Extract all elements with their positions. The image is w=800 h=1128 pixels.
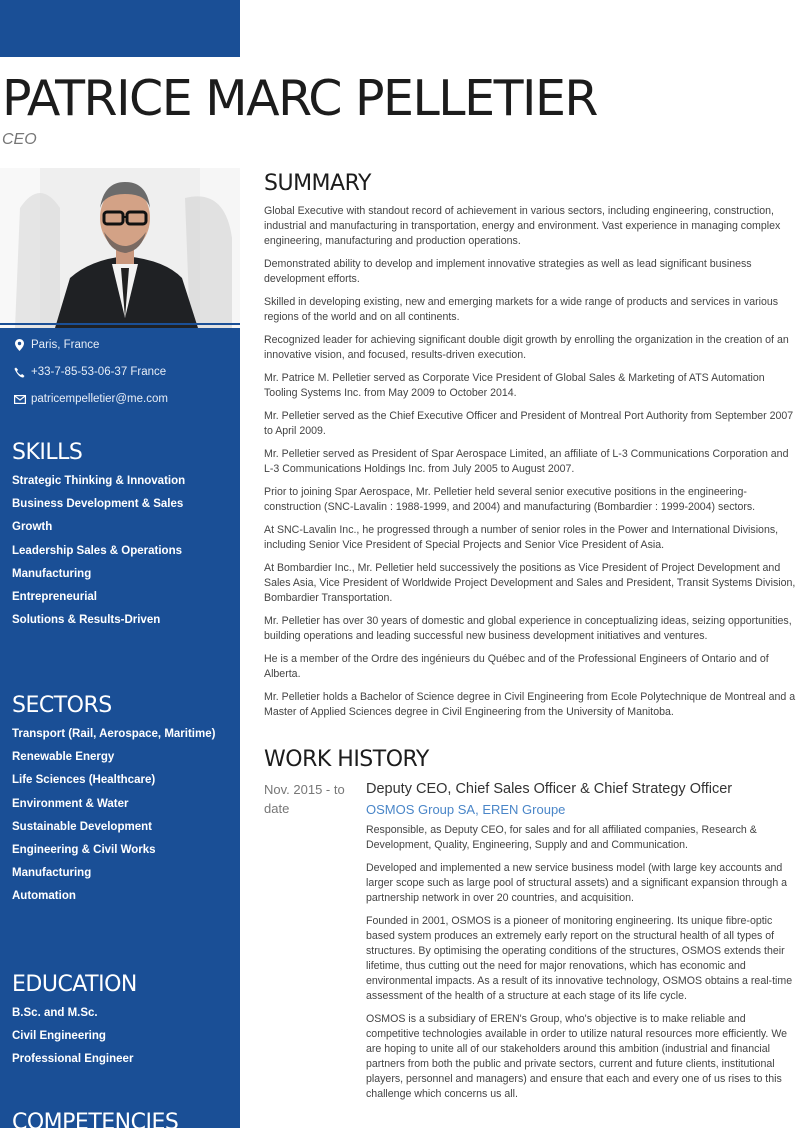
candidate-role: CEO (2, 131, 37, 148)
list-item: Environment & Water (12, 797, 129, 810)
summary-heading: SUMMARY (264, 171, 371, 196)
candidate-name: PATRICE MARC PELLETIER (2, 70, 597, 127)
list-item: Leadership Sales & Operations (12, 544, 183, 557)
photo-divider (0, 323, 240, 325)
contact-phone (12, 366, 166, 378)
job-paragraph: Developed and implemented a new service business model (with large key accounts and larger scope such as large pool of structural assets) and a significant expansion through a partnership network in over 20 countries, and acquisition. (366, 862, 788, 904)
summary-paragraph: Global Executive with standout record of achievement in various sectors, including engineering, construction, industrial and manufacturing in transportation, energy and environment. Vast experience in managing complex engineering, manufacturing and production operations. (264, 205, 781, 247)
list-item: Renewable Energy (12, 751, 115, 764)
skills-heading: SKILLS (12, 440, 83, 465)
summary-paragraph: At SNC-Lavalin Inc., he progressed through a number of senior roles in the Power and International Divisions, including Senior Vice President of Special Projects and Senior Vice President of Asia. (264, 524, 779, 551)
summary-paragraph: Prior to joining Spar Aerospace, Mr. Pelletier held several senior executive positions in the engineering-construction (SNC-Lavalin : 1988-1999, and 2004) and manufacturing (Bombardier : 1999-2004) sectors. (264, 486, 756, 513)
summary-paragraph: Mr. Pelletier holds a Bachelor of Science degree in Civil Engineering from Ecole Polytechnique de Montreal and a Master of Applied Sciences degree in Civil Engineering from the University of Manitoba. (264, 691, 796, 718)
job-paragraph: Responsible, as Deputy CEO, for sales and for all affiliated companies, Research & Development, Quality, Engineering, Supply and and Communication. (366, 824, 757, 851)
summary-paragraph: Mr. Pelletier has over 30 years of domestic and global experience in conceptualizing ideas, seizing opportunities, building operations and leading successful new business development initiatives and ventures. (264, 615, 792, 642)
job-paragraph: OSMOS is a subsidiary of EREN's Group, who's objective is to make reliable and competitive technologies available in order to utilize natural resources more efficiently. We are hoping to unite all of our stakeholders around this ambition (industrial and financial partners from both the public and private sectors, current and future clients, institutional players, personnel and managers) and ensure that each and every one of us rises to this challenge which concerns us all. (366, 1013, 788, 1100)
work-history-heading: WORK HISTORY (264, 747, 429, 772)
list-item: Life Sciences (Healthcare) (12, 774, 156, 787)
summary-paragraph: Mr. Pelletier served as the Chief Executive Officer and President of Montreal Port Authority from September 2007 to April 2009. (264, 410, 794, 437)
profile-photo (0, 168, 240, 328)
job-date: Nov. 2015 - to date (264, 782, 345, 816)
list-item: Civil Engineering (12, 1030, 106, 1043)
summary-paragraph: Mr. Patrice M. Pelletier served as Corporate Vice President of Global Sales & Marketing of ATS Automation Tooling Systems Inc. from May 2009 to October 2014. (264, 372, 765, 399)
sectors-list (12, 723, 237, 909)
summary-paragraph: Skilled in developing existing, new and emerging markets for a wide range of products and services in various regions of the world and on all continents. (264, 296, 779, 323)
summary-paragraph: He is a member of the Ordre des ingénieurs du Québec and of the Professional Engineers of Ontario and of Alberta. (264, 653, 769, 680)
phone-icon (12, 367, 27, 378)
email-link[interactable]: patricempelletier@me.com (31, 393, 168, 405)
sidebar (0, 168, 240, 1128)
list-item: Manufacturing (12, 867, 92, 880)
education-heading: EDUCATION (12, 972, 137, 997)
contact-location (12, 339, 99, 351)
list-item: B.Sc. and M.Sc. (12, 1007, 98, 1019)
list-item: Entrepreneurial (12, 590, 97, 603)
phone-text: +33-7-85-53-06-37 France (31, 366, 167, 378)
list-item: Engineering & Civil Works (12, 843, 156, 856)
sectors-heading: SECTORS (12, 693, 112, 718)
list-item: Sustainable Development (12, 820, 152, 833)
location-text: Paris, France (31, 339, 100, 351)
summary-paragraph: Recognized leader for achieving significant double digit growth by enrolling the organization in the creation of an innovative vision, and focused, results-driven execution. (264, 334, 789, 361)
job-paragraph: Founded in 2001, OSMOS is a pioneer of monitoring engineering. Its unique fibre-optic based system produces an extremely early report on the structural health of all types of structures. By optimising the operating conditions of the structures, OSMOS extends their lifetime, thus cutting out the need for major renovations, which has economic and environmental impacts. As a result of its innovative technology, OSMOS obtains a real-time assessment of the health of a structure at each stage of its life cycle. (366, 915, 793, 1002)
summary-paragraph: Mr. Pelletier served as President of Spar Aerospace Limited, an affiliate of L-3 Communications Corporation and L-3 Communications Holdings Inc. from July 2005 to August 2007. (264, 448, 789, 475)
list-item: Transport (Rail, Aerospace, Maritime) (12, 728, 216, 740)
summary-paragraph: At Bombardier Inc., Mr. Pelletier held successively the positions as Vice President of Project Development and Sales Asia, Vice President of Worldwide Project Development and Sales and President, Transit Systems Division, Bombardier Transportation. (264, 562, 796, 604)
list-item: Solutions & Results-Driven (12, 614, 161, 627)
competencies-heading: COMPETENCIES (12, 1110, 179, 1128)
list-item: Business Development & Sales (12, 498, 184, 511)
company-name: OSMOS Group SA, EREN Groupe (366, 802, 566, 817)
map-pin-icon (12, 339, 27, 351)
list-item: Professional Engineer (12, 1053, 134, 1066)
summary-paragraph: Demonstrated ability to develop and implement innovative strategies as well as lead significant business development efforts. (264, 258, 752, 285)
header-accent-bar (0, 0, 240, 57)
skills-list (12, 470, 237, 632)
contact-email[interactable] (12, 393, 168, 405)
list-item: Automation (12, 890, 76, 903)
envelope-icon (12, 395, 27, 404)
education-list (12, 1002, 237, 1072)
list-item: Growth (12, 521, 53, 534)
list-item: Strategic Thinking & Innovation (12, 475, 186, 487)
list-item: Manufacturing (12, 567, 92, 580)
job-title: Deputy CEO, Chief Sales Officer & Chief Strategy Officer (366, 781, 733, 797)
job-entry (366, 778, 796, 1110)
summary-section (264, 204, 800, 728)
